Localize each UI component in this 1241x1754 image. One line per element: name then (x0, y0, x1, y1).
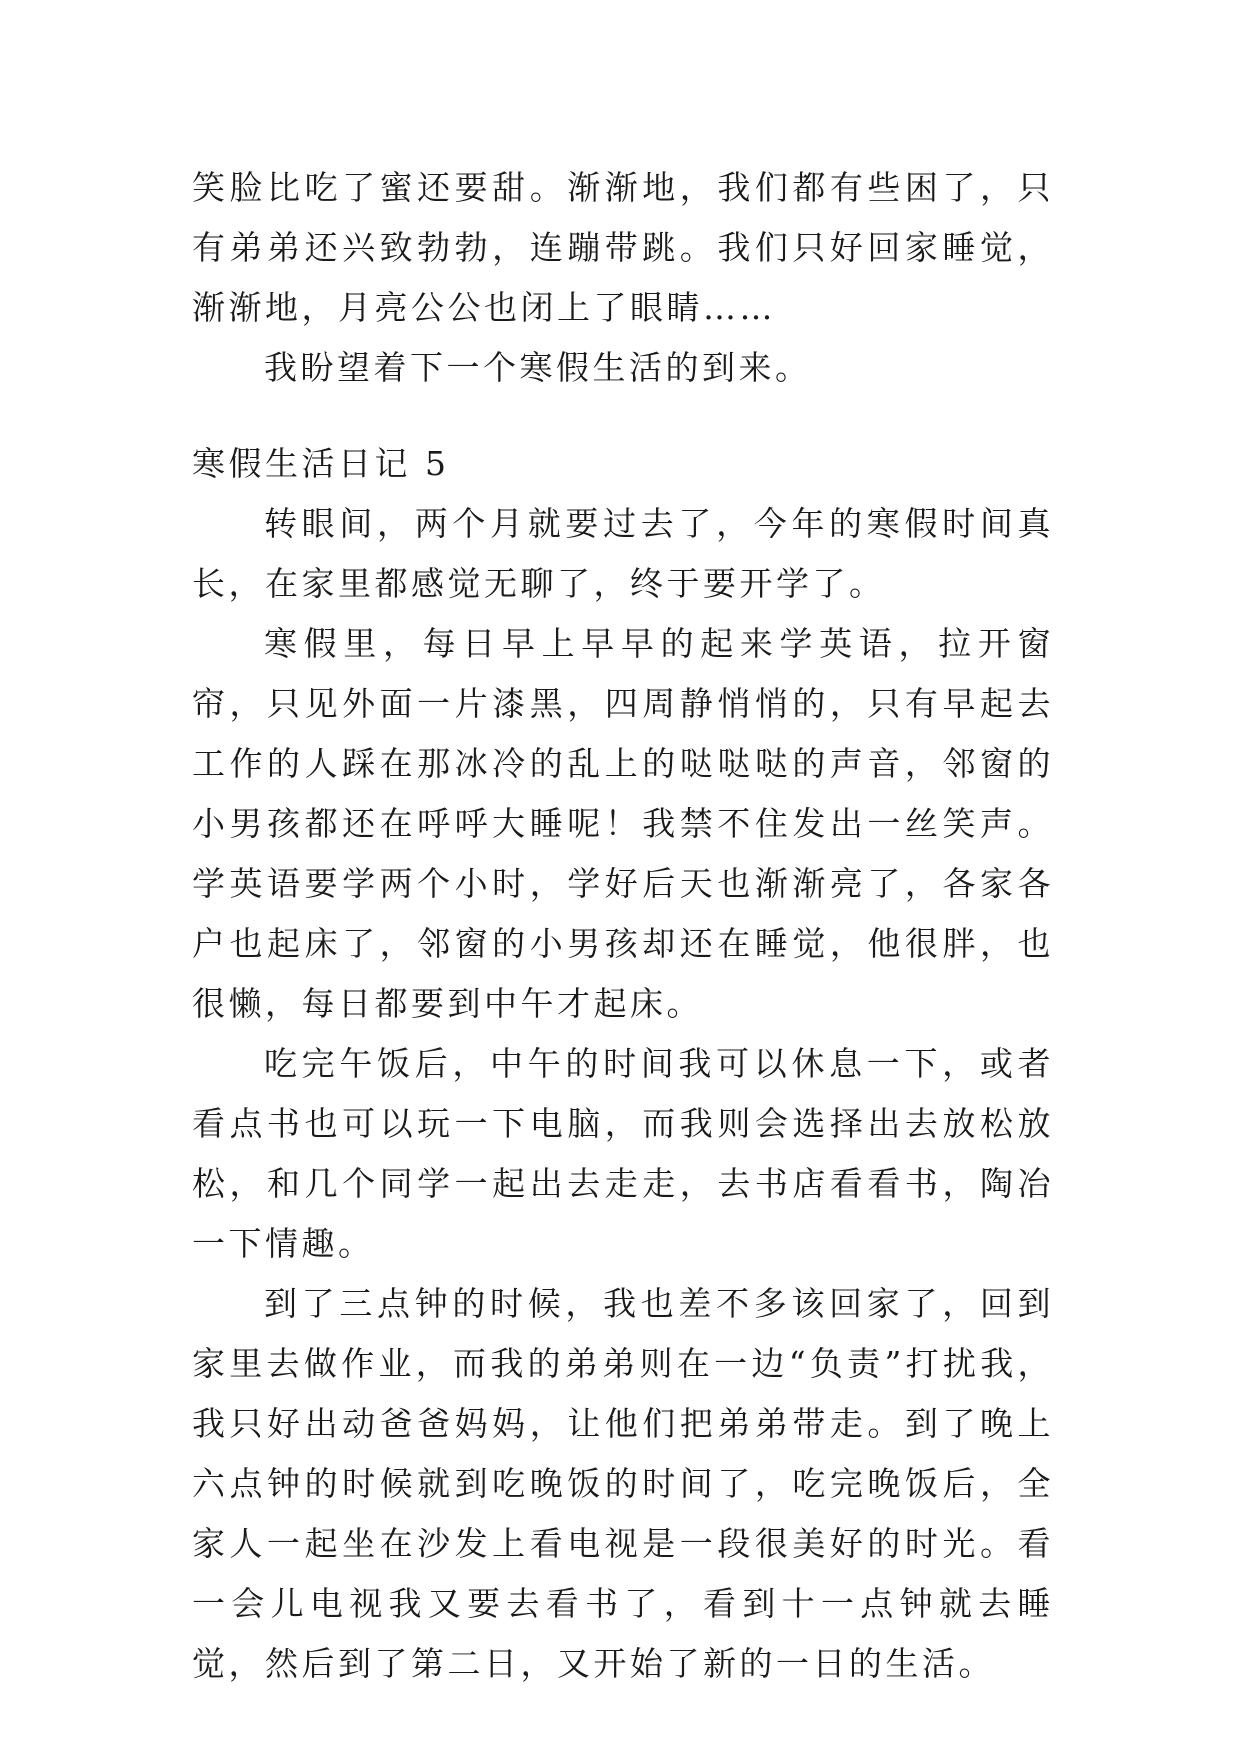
document-page (192, 158, 1054, 1694)
body-paragraph-4: 到了三点钟的时候，我也差不多该回家了，回到家里去做作业，而我的弟弟则在一边“负责”打扰我，我只好出动爸爸妈妈，让他们把弟弟带走。到了晚上六点钟的时候就到吃晚饭的时间了，吃完晚饭后，全家人一起坐在沙发上看电视是一段很美好的时光。看一会儿电视我又要去看书了，看到十一点钟就去睡觉，然后到了第二日，又开始了新的一日的生活。 (192, 1284, 1054, 1683)
continuation-paragraph: 笑脸比吃了蜜还要甜。渐渐地，我们都有些困了，只有弟弟还兴致勃勃，连蹦带跳。我们只好回家睡觉，渐渐地，月亮公公也闭上了眼睛…… (192, 168, 1054, 327)
closing-paragraph: 我盼望着下一个寒假生活的到来。 (264, 348, 812, 387)
section-title: 寒假生活日记 5 (192, 444, 450, 483)
body-paragraph-2: 寒假里，每日早上早早的起来学英语，拉开窗帘，只见外面一片漆黑，四周静悄悄的，只有早起去工作的人踩在那冰冷的乱上的哒哒哒的声音，邻窗的小男孩都还在呼呼大睡呢！我禁不住发出一丝笑声。学英语要学两个小时，学好后天也渐渐亮了，各家各户也起床了，邻窗的小男孩却还在睡觉，他很胖，也很懒，每日都要到中午才起床。 (192, 624, 1054, 1023)
body-paragraph-1: 转眼间，两个月就要过去了，今年的寒假时间真长，在家里都感觉无聊了，终于要开学了。 (192, 504, 1054, 603)
body-paragraph-3: 吃完午饭后，中午的时间我可以休息一下，或者看点书也可以玩一下电脑，而我则会选择出去放松放松，和几个同学一起出去走走，去书店看看书，陶冶一下情趣。 (192, 1044, 1054, 1263)
